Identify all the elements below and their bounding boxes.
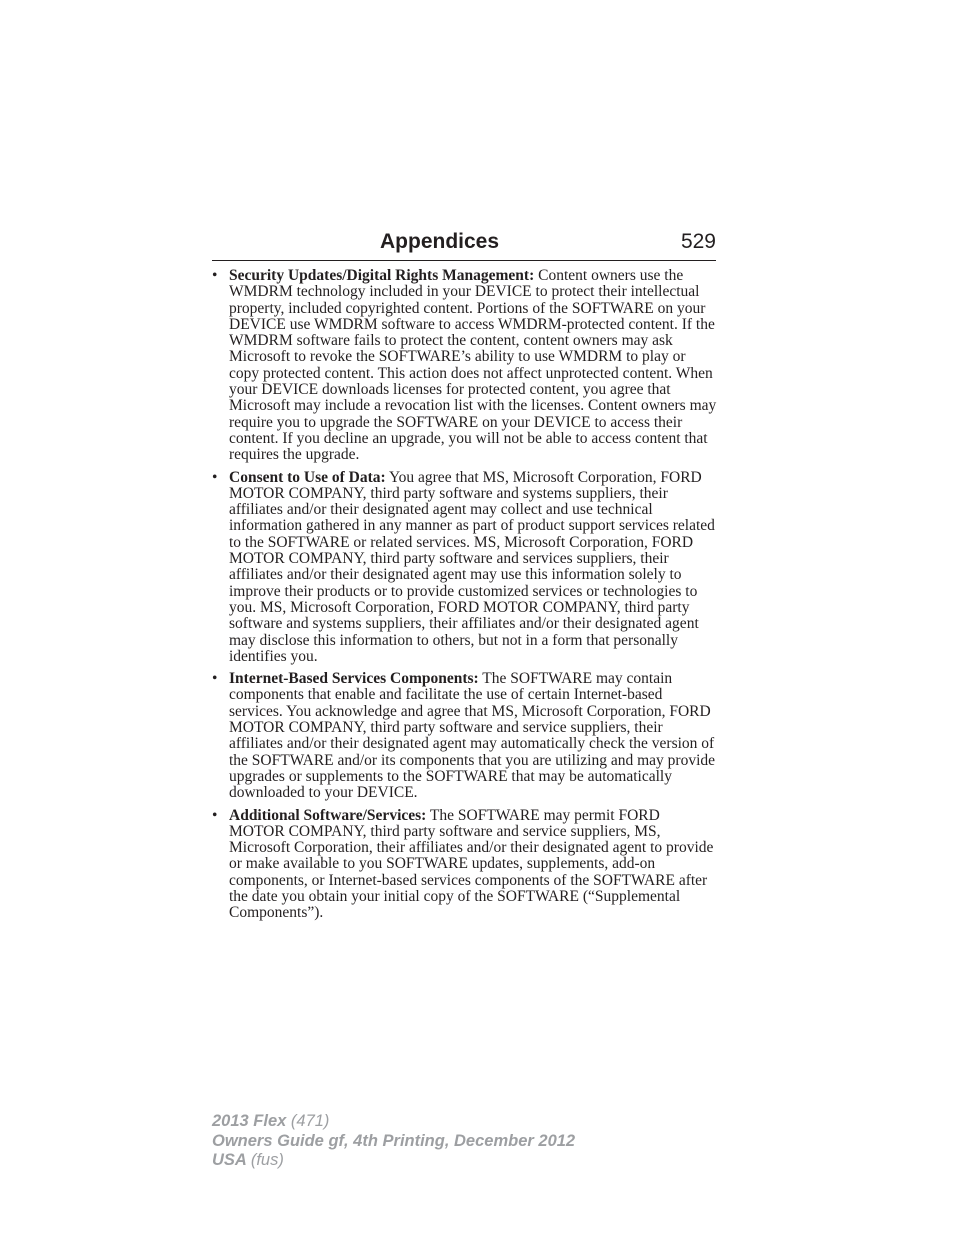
list-item [212,808,718,922]
list-item [212,470,718,666]
item-text: You agree that MS, Microsoft Corporation, FORD MOTOR COMPANY, third party software and systems suppliers, their affiliates and/or their designated agent may collect and use technical information gathered in any manner as part of product support services related to the SOFTWARE or related services. MS, Microsoft Corporation, FORD MOTOR COMPANY, third party software and services suppliers, their affiliates and/or their designated agent may use this information solely to improve their products or to provide customized services or technologies to you. MS, Microsoft Corporation, FORD MOTOR COMPANY, third party software and systems suppliers, their affiliates and/or their designated agent may disclose this information to others, but not in a form that personally identifies you. [229,468,715,665]
bullet-icon: • [212,670,218,688]
page-footer [212,1112,575,1171]
bullet-icon: • [212,468,218,486]
footer-model: 2013 Flex [212,1112,287,1130]
footer-model-code: (471) [290,1112,330,1130]
item-title: Internet-Based Services Components: [229,670,479,688]
item-text: The SOFTWARE may contain components that enable and facilitate the use of certain Internet-based services. You acknowledge and agree that MS, Microsoft Corporation, FORD MOTOR COMPANY, third party software and service suppliers, their affiliates and/or their designated agent may automatically check the version of the SOFTWARE and/or its components that you are utilizing and may provide upgrades or supplements to the SOFTWARE that may be automatically downloaded to your DEVICE. [229,670,716,802]
list-item [212,268,718,464]
list-item [212,671,718,801]
footer-region: USA [212,1151,247,1169]
item-text: The SOFTWARE may permit FORD MOTOR COMPANY, third party software and service suppliers, MS, Microsoft Corporation, their affiliates and/or their designated agent to provide or make available to you SOFTWARE updates, supplements, add-on components, or Internet-based services components of the SOFTWARE after the date you obtain your initial copy of the SOFTWARE (“Supplemental Components”). [229,806,714,922]
footer-model-line [212,1112,575,1132]
item-title: Additional Software/Services: [229,806,427,824]
bullet-icon: • [212,806,218,824]
footer-guide: Owners Guide gf, 4th Printing, December 2012 [212,1131,576,1150]
item-title: Security Updates/Digital Rights Management: [229,267,535,284]
section-title: Appendices [380,230,500,253]
page-header [212,228,716,261]
item-text: Content owners use the WMDRM technology included in your DEVICE to protect their intellectual property, included copyrighted content. Portions of the SOFTWARE on your DEVICE use WMDRM software to access WMDRM-protected content. If the WMDRM software fails to protect the content, content owners may ask Microsoft to revoke the SOFTWARE’s ability to use WMDRM to play or copy protected content. This action does not affect unprotected content. When your DEVICE downloads licenses for protected content, you agree that Microsoft may include a revocation list with the licenses. Content owners may require you to upgrade the SOFTWARE on your DEVICE to access their content. If you decline an upgrade, you will not be able to access content that requires the upgrade. [229,267,717,464]
footer-region-code: (fus) [250,1151,284,1169]
main-content [212,268,718,928]
bullet-icon: • [212,267,218,284]
page-number: 529 [680,230,716,253]
footer-region-line [212,1151,575,1171]
item-title: Consent to Use of Data: [229,468,386,486]
